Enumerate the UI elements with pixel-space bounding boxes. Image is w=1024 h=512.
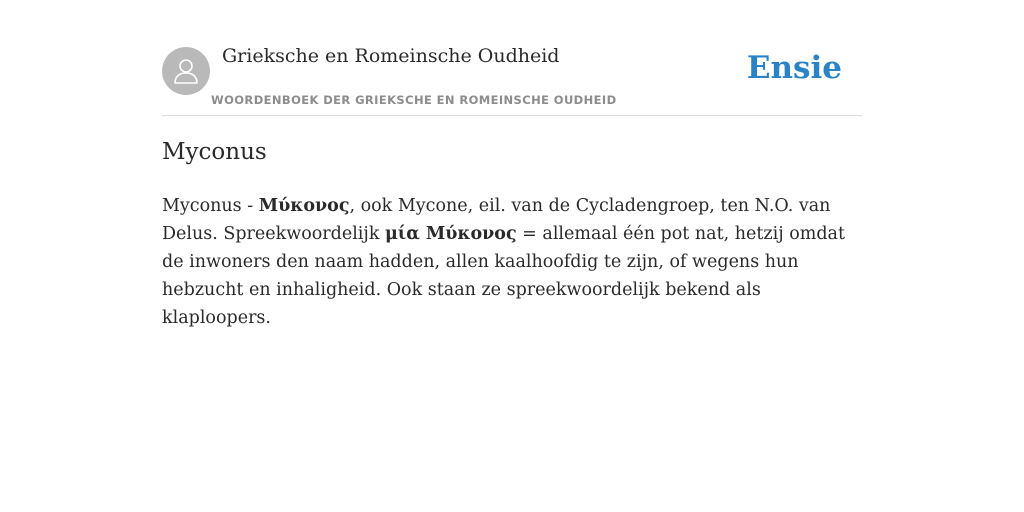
entry-definition — [162, 192, 862, 332]
greek-term-2: μία Μύκονος — [385, 224, 517, 244]
definition-text-1: Myconus - — [162, 196, 259, 216]
source-subtitle: WOORDENBOEK DER GRIEKSCHE EN ROMEINSCHE OUDHEID — [211, 93, 617, 107]
avatar[interactable] — [162, 47, 210, 95]
brand-logo[interactable]: Ensie — [746, 50, 842, 86]
source-header — [162, 0, 862, 116]
definition-text-3: = allemaal één pot nat, hetzij omdat de inwoners den naam hadden, allen kaalhoofdig te zijn, of wegens hun hebzucht en inhaligheid. Ook staan ze spreekwoordelijk bekend als klaploopers. — [162, 224, 846, 328]
definition-text-2: , ook Mycone, eil. van de Cycladengroep, ten N.O. van Delus. Spreekwoordelijk — [162, 196, 831, 244]
source-title[interactable]: Grieksche en Romeinsche Oudheid — [222, 45, 560, 67]
user-icon — [171, 56, 201, 86]
greek-term-1: Μύκονος — [258, 196, 350, 216]
page-container — [162, 0, 862, 328]
page-title: Myconus — [162, 139, 267, 165]
